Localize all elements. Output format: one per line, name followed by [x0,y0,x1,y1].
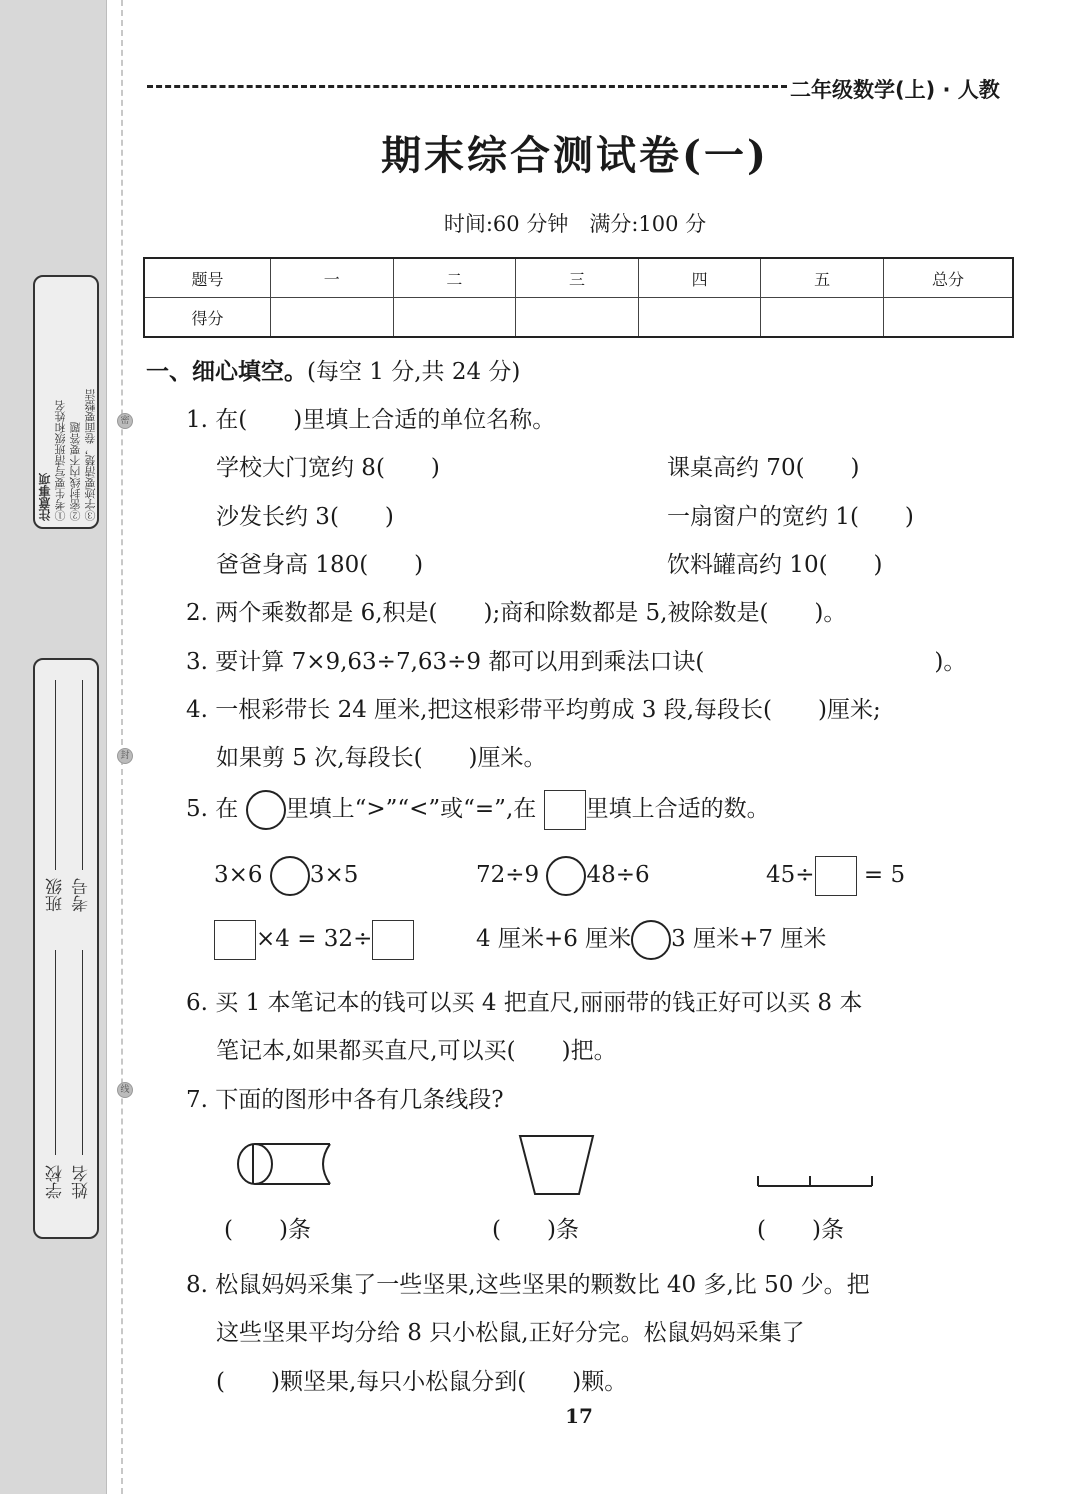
question-5-text: 里填上合适的数。 [585,796,770,822]
score-cell[interactable] [516,298,639,338]
score-table-header-row [144,258,1013,298]
page-title: 期末综合测试卷(一) [381,132,769,179]
question-1-item: 饮料罐高约 10( ) [667,552,883,578]
question-5-expr [214,920,414,960]
class-label: 班级 [46,878,66,912]
question-1-item: 学校大门宽约 8( ) [216,455,440,481]
score-cell[interactable] [638,298,761,338]
compare-circle[interactable] [270,856,310,896]
exam-number-label: 考号 [72,878,92,912]
question-7-answer: ( )条 [492,1217,579,1243]
answer-box[interactable] [815,856,857,896]
binding-ring: 封 [117,748,133,764]
question-3: 3. 要计算 7×9,63÷7,63÷9 都可以用到乘法口诀( )。 [186,649,967,675]
name-label: 姓名 [72,1165,92,1199]
score-table-score-row [144,298,1013,338]
score-cell[interactable] [271,298,394,338]
exam-info: 时间:60 分钟 满分:100 分 [443,212,707,236]
notice-item: ①考生要写清班级和姓名 [54,400,67,521]
question-6-line: 6. 买 1 本笔记本的钱可以买 4 把直尺,丽丽带的钱正好可以买 8 本 [186,990,863,1016]
expr-right: 48÷6 [586,862,650,888]
cylinder-end [238,1144,272,1184]
question-1-item: 一扇窗户的宽约 1( ) [667,504,914,530]
question-1-item: 沙发长约 3( ) [216,504,394,530]
question-6-line: 笔记本,如果都买直尺,可以买( )把。 [216,1038,617,1064]
question-7-answer: ( )条 [757,1217,844,1243]
question-8-line: 这些坚果平均分给 8 只小松鼠,正好分完。松鼠妈妈采集了 [216,1320,805,1346]
expr-right: 3 厘米+7 厘米 [671,926,827,952]
question-5-expr [214,856,358,896]
question-5-expr [476,856,650,896]
section-title: 一、细心填空。 [146,358,307,385]
binding-ring: 密 [117,413,133,429]
question-5-text: 5. 在 [186,796,239,822]
trapezoid-shape [520,1136,593,1194]
question-1-stem: 1. 在( )里填上合适的单位名称。 [186,407,556,433]
notice-box [33,275,99,529]
header-dash-rule [147,85,787,88]
trapezoid-figure [515,1130,600,1200]
question-7-stem: 7. 下面的图形中各有几条线段? [186,1087,504,1113]
score-table-header: 题号 [144,258,271,298]
expr-left: 3×6 [214,862,263,888]
score-table-header: 四 [638,258,761,298]
score-row-label: 得分 [144,298,271,338]
expr-right: = 5 [863,862,906,888]
score-table [143,257,1014,338]
score-table-header: 五 [761,258,884,298]
question-7-answer: ( )条 [224,1217,311,1243]
expr-right: 3×5 [309,862,359,888]
question-8-line: ( )颗坚果,每只小松鼠分到( )颗。 [216,1369,628,1395]
question-1-item: 爸爸身高 180( ) [216,552,424,578]
compare-circle[interactable] [546,856,586,896]
name-fill-line[interactable] [82,950,83,1155]
expr-mid: ×4 = 32÷ [256,926,373,952]
question-5-expr [766,856,905,896]
question-8-line: 8. 松鼠妈妈采集了一些坚果,这些坚果的颗数比 40 多,比 50 少。把 [186,1272,870,1298]
expr-left: 45÷ [766,862,815,888]
cylinder-figure [230,1130,340,1190]
notice-text [37,285,95,521]
notice-heading: 注意事项 [38,473,52,521]
section-note: (每空 1 分,共 24 分) [307,359,521,385]
school-fill-line[interactable] [55,950,56,1155]
question-5-text: 里填上“>”“<”或“=”,在 [285,796,537,822]
score-cell[interactable] [761,298,884,338]
answer-box-icon [544,790,586,830]
answer-box[interactable] [214,920,256,960]
question-1-item: 课桌高约 70( ) [667,455,860,481]
compare-circle[interactable] [631,920,671,960]
student-info-box [33,658,99,1239]
class-fill-line[interactable] [55,680,56,870]
score-cell[interactable] [393,298,516,338]
score-table-header: 一 [271,258,394,298]
section-heading [146,353,520,386]
compare-circle-icon [246,790,286,830]
cylinder-curve [323,1144,330,1184]
expr-left: 72÷9 [476,862,540,888]
exam-number-fill-line[interactable] [82,680,83,870]
question-5-expr [476,920,826,960]
score-table-header: 三 [516,258,639,298]
school-label: 学校 [46,1165,66,1199]
question-5-stem [186,790,770,830]
answer-box[interactable] [372,920,414,960]
page-number: 17 [565,1404,593,1428]
score-table-header: 总分 [884,258,1014,298]
question-4-line: 如果剪 5 次,每段长( )厘米。 [216,745,547,771]
line-segments-figure [752,1168,878,1192]
score-table-header: 二 [393,258,516,298]
question-4-line: 4. 一根彩带长 24 厘米,把这根彩带平均剪成 3 段,每段长( )厘米; [186,697,881,723]
notice-item: ②密封线内不要答题 [69,422,82,521]
question-2: 2. 两个乘数都是 6,积是( );商和除数都是 5,被除数是( )。 [186,600,847,626]
binding-ring: 线 [117,1082,133,1098]
grade-label: 二年级数学(上) · 人教 [790,78,1000,102]
score-cell[interactable] [884,298,1014,338]
expr-left: 4 厘米+6 厘米 [476,926,632,952]
notice-item: ③字迹要清楚，卷面要整洁 [84,389,97,521]
